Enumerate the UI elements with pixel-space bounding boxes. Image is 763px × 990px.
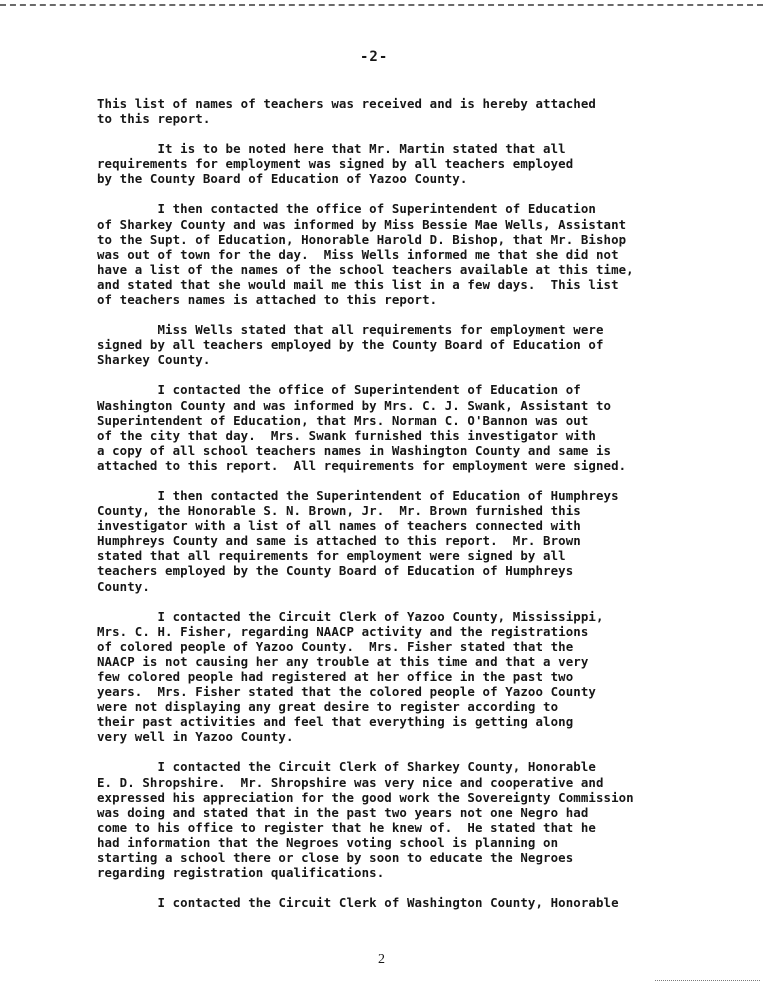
paragraph-7: I contacted the Circuit Clerk of Yazoo County, Mississippi, Mrs. C. H. Fisher, regarding NAACP activity and the registrations of colored people of Yazoo County. Mrs. Fisher stated that the NAACP is not causing her any trouble at this time and that a very few colored people had registered at her office in the past two years. Mrs. Fisher stated that the colored people of Yazoo County were not displaying any great desire to register according to their past activities and feel that everything is getting along very well in Yazoo County. xyxy=(97,608,604,745)
paragraph-5: I contacted the office of Superintendent of Education of Washington County and was informed by Mrs. C. J. Swank, Assistant to Superintendent of Education, that Mrs. Norman C. O'Bannon was out of the city that day. Mrs. Swank furnished this investigator with a copy of all school teachers names in Washington County and same is attached to this report. All requirements for employment were signed. xyxy=(97,382,627,473)
paragraph-4: Miss Wells stated that all requirements for employment were signed by all teachers employed by the County Board of Education of Sharkey County. xyxy=(97,322,604,368)
bottom-scan-marks xyxy=(655,980,760,981)
paragraph-6: I then contacted the Superintendent of Education of Humphreys County, the Honorable S. N. Brown, Jr. Mr. Brown furnished this investigator with a list of all names of teachers connected with Humphreys County and same is attached to this report. Mr. Brown stated that all requirements for employment were signed by all teachers employed by the County Board of Education of Humphreys County. xyxy=(97,487,619,594)
paragraph-1: This list of names of teachers was received and is hereby attached to this report. xyxy=(97,96,596,127)
paragraph-2: It is to be noted here that Mr. Martin stated that all requirements for employment was signed by all teachers employed by the County Board of Education of Yazoo County. xyxy=(97,141,574,187)
paragraph-8: I contacted the Circuit Clerk of Sharkey County, Honorable E. D. Shropshire. Mr. Shropshire was very nice and cooperative and expressed his appreciation for the good work the Sovereignty Commission was doing and stated that in the past two years not one Negro had come to his office to register that he knew of. He stated that he had information that the Negroes voting school is planning on starting a school there or close by soon to educate the Negroes regarding registration qualifications. xyxy=(97,759,634,881)
footer-page-number: 2 xyxy=(378,952,385,967)
paragraph-3: I then contacted the office of Superintendent of Education of Sharkey County and was informed by Miss Bessie Mae Wells, Assistant to the Supt. of Education, Honorable Harold D. Bishop, that Mr. Bishop was out of town for the day. Miss Wells informed me that she did not have a list of the names of the school teachers available at this time, and stated that she would mail me this list in a few days. This list of teachers names is attached to this report. xyxy=(97,201,634,308)
document-body xyxy=(97,96,737,925)
paragraph-9: I contacted the Circuit Clerk of Washington County, Honorable xyxy=(97,895,619,911)
top-scan-rule xyxy=(0,4,763,6)
page-marker: -2- xyxy=(360,49,389,65)
